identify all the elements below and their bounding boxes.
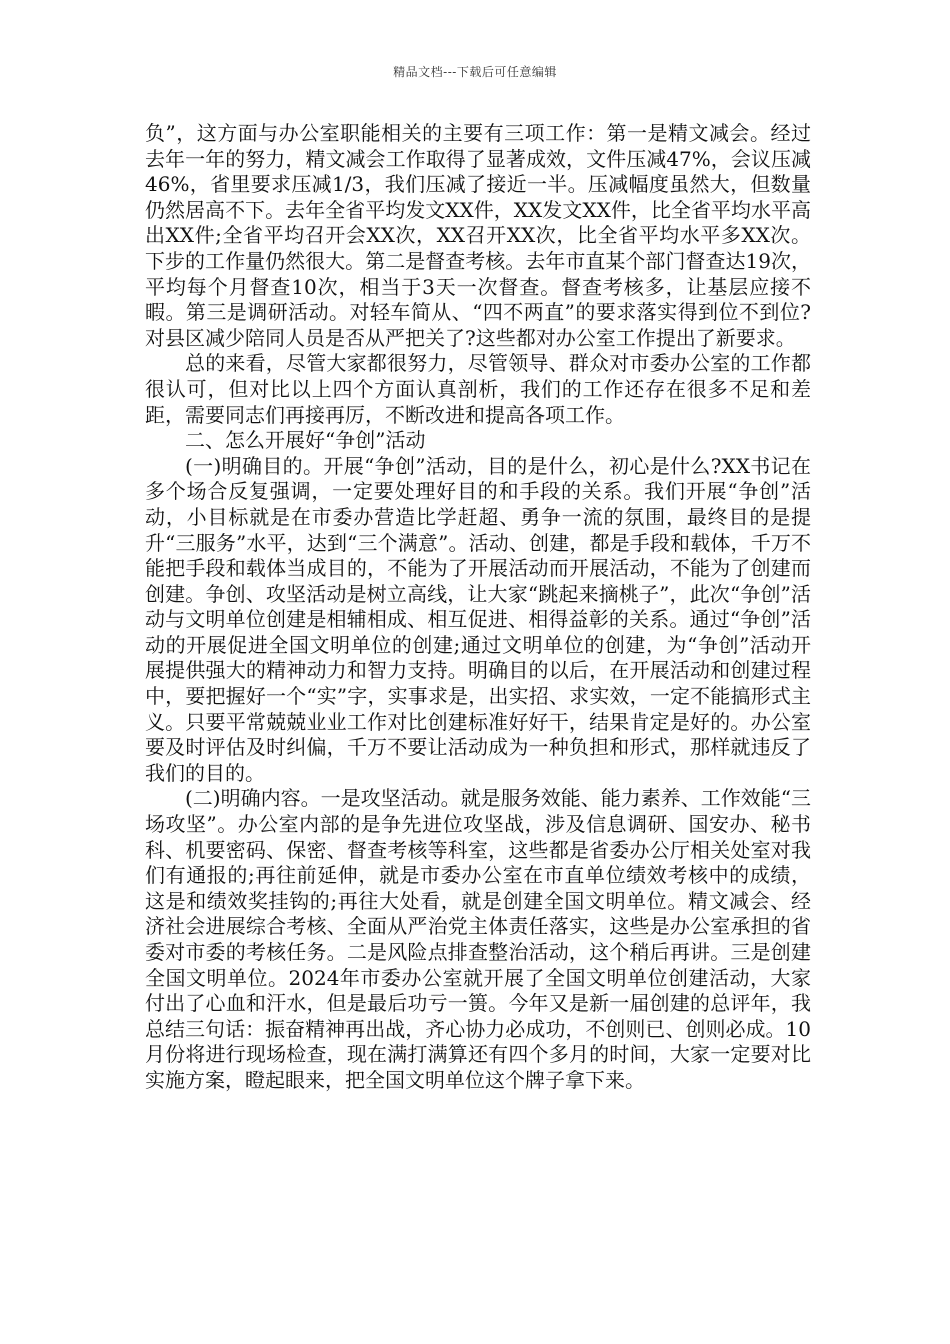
page-header: 精品文档---下载后可任意编辑 xyxy=(393,65,557,79)
document-body xyxy=(145,121,811,1094)
paragraph-reduce-burden: 负”，这方面与办公室职能相关的主要有三项工作：第一是精文减会。经过去年一年的努力，精文减会工作取得了显著成效，文件压减47%，会议压减46%，省里要求压减1/3，我们压减了接近一半。压减幅度虽然大，但数量仍然居高不下。去年全省平均发文XX件，XX发文XX件，比全省平均水平高出XX件;全省平均召开会XX次，XX召开XX次，比全省平均水平多XX次。下步的工作量仍然很大。第二是督查考核。去年市直某个部门督查达19次，平均每个月督查10次，相当于3天一次督查。督查考核多，让基层应接不暇。第三是调研活动。对轻车简从、“四不两直”的要求落实得到位不到位?对县区减少陪同人员是否从严把关了?这些都对办公室工作提出了新要求。 xyxy=(145,121,811,350)
section-heading-how-to-carry-out: 二、怎么开展好“争创”活动 xyxy=(185,428,426,453)
paragraph-clarify-purpose: (一)明确目的。开展“争创”活动，目的是什么，初心是什么?XX书记在多个场合反复强调，一定要处理好目的和手段的关系。我们开展“争创”活动，小目标就是在市委办营造比学赶超、勇争一流的氛围，最终目的是提升“三服务”水平，达到“三个满意”。活动、创建，都是手段和载体，千万不能把手段和载体当成目的，不能为了开展活动而开展活动，不能为了创建而创建。争创、攻坚活动是树立高线，让大家“跳起来摘桃子”，此次“争创”活动与文明单位创建是相辅相成、相互促进、相得益彰的关系。通过“争创”活动的开展促进全国文明单位的创建;通过文明单位的创建，为“争创”活动开展提供强大的精神动力和智力支持。明确目的以后，在开展活动和创建过程中，要把握好一个“实”字，实事求是，出实招、求实效，一定不能搞形式主义。只要平常兢兢业业工作对比创建标准好好干，结果肯定是好的。办公室要及时评估及时纠偏，千万不要让活动成为一种负担和形式，那样就违反了我们的目的。 xyxy=(145,453,811,785)
paragraph-summary: 总的来看，尽管大家都很努力，尽管领导、群众对市委办公室的工作都很认可，但对比以上四个方面认真剖析，我们的工作还存在很多不足和差距，需要同志们再接再厉，不断改进和提高各项工作。 xyxy=(145,351,811,427)
paragraph-clarify-content: (二)明确内容。一是攻坚活动。就是服务效能、能力素养、工作效能“三场攻坚”。办公室内部的是争先进位攻坚战，涉及信息调研、国安办、秘书科、机要密码、保密、督查考核等科室，这些都是省委办公厅相关处室对我们有通报的;再往前延伸，就是市委办公室在市直单位绩效考核中的成绩，这是和绩效奖挂钩的;再往大处看，就是创建全国文明单位。精文减会、经济社会进展综合考核、全面从严治党主体责任落实，这些是办公室承担的省委对市委的考核任务。二是风险点排查整治活动，这个稍后再讲。三是创建全国文明单位。2024年市委办公室就开展了全国文明单位创建活动，大家付出了心血和汗水，但是最后功亏一篑。今年又是新一届创建的总评年，我总结三句话：振奋精神再出战，齐心协力必成功，不创则已、创则必成。10月份将进行现场检查，现在满打满算还有四个多月的时间，大家一定要对比实施方案，瞪起眼来，把全国文明单位这个牌子拿下来。 xyxy=(145,786,811,1092)
